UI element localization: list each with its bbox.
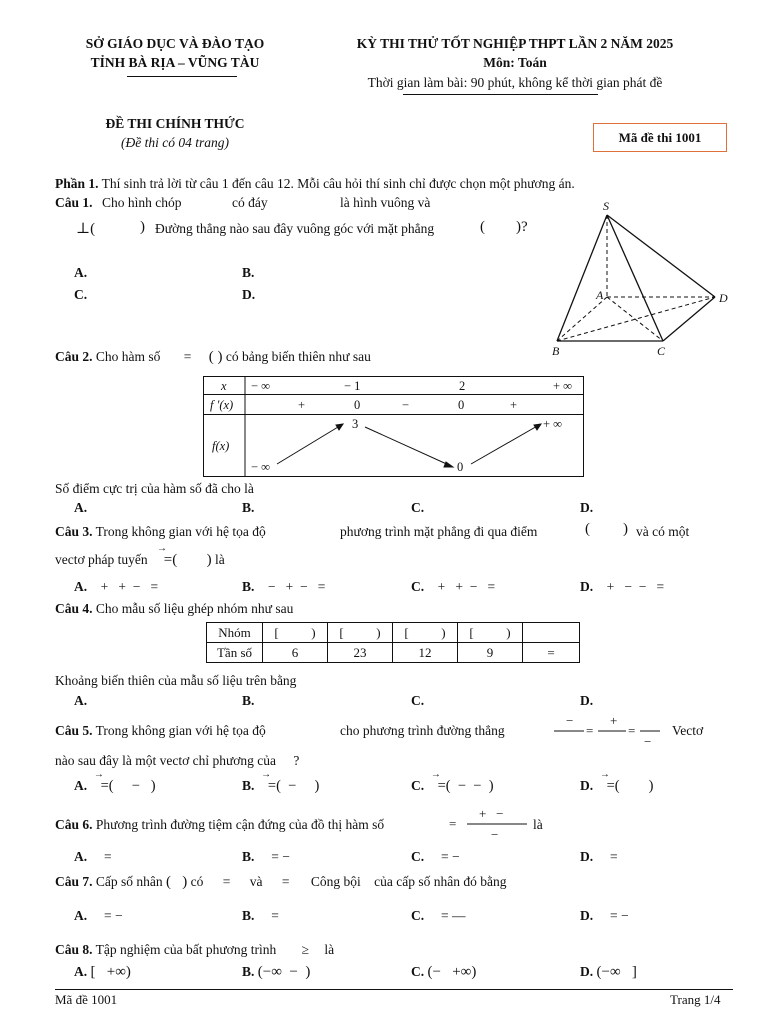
edge-sc — [607, 215, 663, 341]
f-max-value: 3 — [352, 417, 359, 431]
q1-plane-open: ( — [480, 219, 485, 235]
edge-ab — [557, 297, 607, 341]
q6-text2: là — [533, 817, 543, 832]
exam-code-box — [593, 123, 727, 152]
q8-option-d: D. (−∞ ] — [580, 964, 637, 980]
q6-option-d: D. = — [580, 849, 618, 864]
q3-point-close: ) — [623, 521, 628, 537]
x-neg-inf: − ∞ — [251, 379, 271, 393]
line-equation — [550, 712, 665, 748]
q2-option-a: A. — [74, 500, 88, 515]
q8-option-c: C. (− +∞) — [411, 964, 477, 980]
q4-line1: Câu 4. Cho mẫu số liệu ghép nhóm như sau — [55, 601, 294, 616]
row-head-group: Nhóm — [207, 623, 263, 643]
q1-option-b: B. — [242, 265, 255, 280]
q6-fraction — [445, 806, 530, 842]
q1-text4: Đường thẳng nào sau đây vuông góc với mặt phẳng — [155, 221, 435, 236]
q6-option-a: A. = — [74, 849, 112, 864]
exam-title: KỲ THI THỬ TỐT NGHIỆP THPT LẦN 2 NĂM 2025 — [356, 36, 674, 51]
q5-option-d: D. → =( ) — [580, 769, 654, 794]
edge-sb — [557, 215, 607, 341]
sign-zero-2: 0 — [458, 398, 465, 412]
header-underline-right — [403, 94, 598, 95]
footer-page-number: Trang 1/4 — [670, 992, 721, 1007]
q1-text1: Cho hình chóp — [102, 195, 182, 210]
table-x-label: x — [221, 379, 227, 393]
pyramid-figure — [545, 198, 735, 360]
q5-text3: Vectơ — [672, 723, 704, 738]
footer-rule — [55, 989, 733, 990]
header-underline-left — [127, 76, 237, 77]
q1-option-d: D. — [242, 287, 256, 302]
sign-3: + — [510, 398, 518, 412]
pages-note: (Đề thi có 04 trang) — [121, 135, 229, 150]
frequency-table — [206, 622, 580, 663]
q3-text2: phương trình mặt phẳng đi qua điểm — [340, 524, 538, 539]
footer-exam-code: Mã đề 1001 — [55, 992, 118, 1007]
x-neg-1: − 1 — [344, 379, 361, 393]
q3-line1: Câu 3. Trong không gian với hệ tọa độ — [55, 524, 266, 539]
group-3: [ ) — [393, 623, 458, 643]
vertex-b: B — [552, 344, 560, 358]
x-2: 2 — [459, 379, 466, 393]
q2-question: Số điểm cực trị của hàm số đã cho là — [55, 481, 254, 496]
table-fprime-label: f ′(x) — [210, 398, 234, 412]
q8-line1: Câu 8. Tập nghiệm của bất phương trình ≥ là — [55, 942, 335, 957]
q5-option-a: A. → =( − ) — [74, 769, 156, 794]
q6-line1: Câu 6. Phương trình đường tiệm cận đứng của đồ thị hàm số — [55, 817, 385, 832]
q1-text2: có đáy — [232, 195, 268, 210]
group-2: [ ) — [328, 623, 393, 643]
group-1: [ ) — [263, 623, 328, 643]
x-pos-inf: + ∞ — [553, 379, 573, 393]
official-label: ĐỀ THI CHÍNH THỨC — [105, 116, 245, 131]
frac2-num: + — [610, 713, 618, 728]
freq-2: 23 — [328, 643, 393, 663]
freq-3: 12 — [393, 643, 458, 663]
f-min-value: 0 — [457, 460, 464, 474]
freq-4: 9 — [458, 643, 523, 663]
q8-option-b: B. (−∞ − ) — [242, 964, 311, 980]
q1-perp: ⊥( — [76, 221, 96, 237]
part1-instruction: Phần 1. Thí sinh trả lời từ câu 1 đến câu 12. Mỗi câu hỏi thí sinh chỉ được chọn một phương án. — [55, 176, 575, 191]
q5-option-c: C. → =( − − ) — [411, 769, 494, 794]
eq1: = — [586, 723, 594, 738]
frac1-num: − — [566, 713, 574, 728]
q1-label: Câu 1. — [55, 195, 93, 210]
group-total — [523, 623, 580, 643]
freq-total: = — [523, 643, 580, 663]
sign-2: − — [402, 398, 410, 412]
diag-ac — [607, 297, 663, 341]
q7-line1: Câu 7. Cấp số nhân ( ) có = và = Công bội của cấp số nhân đó bằng — [55, 874, 507, 890]
q4-option-a: A. — [74, 693, 88, 708]
row-head-freq: Tần số — [207, 643, 263, 663]
department-line2: TỈNH BÀ RỊA – VŨNG TÀU — [90, 55, 260, 70]
q2-option-c: C. — [411, 500, 425, 515]
q7-option-a: A. = − — [74, 908, 123, 923]
q6-eq: = — [449, 816, 457, 831]
q5-option-b: B. → =( − ) — [242, 769, 320, 794]
group-4: [ ) — [458, 623, 523, 643]
f-pos-inf: + ∞ — [543, 417, 563, 431]
q1-plane-close: )? — [516, 219, 528, 235]
sign-zero-1: 0 — [354, 398, 361, 412]
department-line1: SỞ GIÁO DỤC VÀ ĐÀO TẠO — [85, 36, 265, 51]
q3-option-b: B. − + − = — [242, 579, 326, 594]
q6-denominator: − — [491, 827, 499, 842]
q4-option-b: B. — [242, 693, 255, 708]
q3-line2: vectơ pháp tuyến → =( ) là — [55, 543, 225, 568]
q1-text3: là hình vuông và — [340, 195, 431, 210]
variation-table — [203, 376, 584, 477]
q5-line1: Câu 5. Trong không gian với hệ tọa độ — [55, 723, 266, 738]
frac3-den: − — [644, 734, 652, 748]
q3-option-d: D. + − − = — [580, 579, 665, 594]
edge-cd — [663, 297, 715, 341]
vertex-s: S — [603, 199, 609, 213]
edge-sd — [607, 215, 715, 297]
q4-question: Khoảng biến thiên của mẫu số liệu trên bằng — [55, 673, 297, 688]
vertex-a: A — [596, 288, 604, 302]
q6-option-c: C. = − — [411, 849, 460, 864]
q3-point-open: ( — [585, 521, 590, 537]
sign-1: + — [298, 398, 306, 412]
q5-text2: cho phương trình đường thẳng — [340, 723, 505, 738]
eq2: = — [628, 723, 636, 738]
subject: Môn: Toán — [483, 55, 547, 70]
q7-option-d: D. = − — [580, 908, 629, 923]
q4-option-c: C. — [411, 693, 425, 708]
exam-code: Mã đề thi 1001 — [618, 129, 702, 145]
q8-option-a: A. [ +∞) — [74, 964, 131, 980]
vertex-c: C — [657, 344, 666, 358]
q2-option-b: B. — [242, 500, 255, 515]
q1-option-c: C. — [74, 287, 88, 302]
q4-option-d: D. — [580, 693, 594, 708]
q7-option-b: B. = — [242, 908, 279, 923]
q1-perp-close: ) — [140, 219, 145, 235]
q2-option-d: D. — [580, 500, 594, 515]
normal-vector-symbol: → — [156, 543, 167, 554]
q1-option-a: A. — [74, 265, 88, 280]
q6-option-b: B. = − — [242, 849, 290, 864]
q5-line2: nào sau đây là một vectơ chỉ phương của ? — [55, 753, 300, 768]
freq-1: 6 — [263, 643, 328, 663]
q7-option-c: C. = — — [411, 908, 466, 923]
q3-text3: và có một — [636, 524, 690, 539]
q3-option-a: A. + + − = — [74, 579, 159, 594]
diag-bd — [557, 297, 715, 341]
f-neg-inf: − ∞ — [251, 460, 271, 474]
q6-numerator: + − — [479, 806, 504, 821]
q2-line: Câu 2. Cho hàm số = ( ) có bảng biến thiên như sau — [55, 349, 371, 365]
q3-option-c: C. + + − = — [411, 579, 496, 594]
exam-time: Thời gian làm bài: 90 phút, không kể thời gian phát đề — [367, 75, 663, 90]
table-f-label: f(x) — [212, 439, 230, 453]
vertex-d: D — [719, 291, 728, 305]
